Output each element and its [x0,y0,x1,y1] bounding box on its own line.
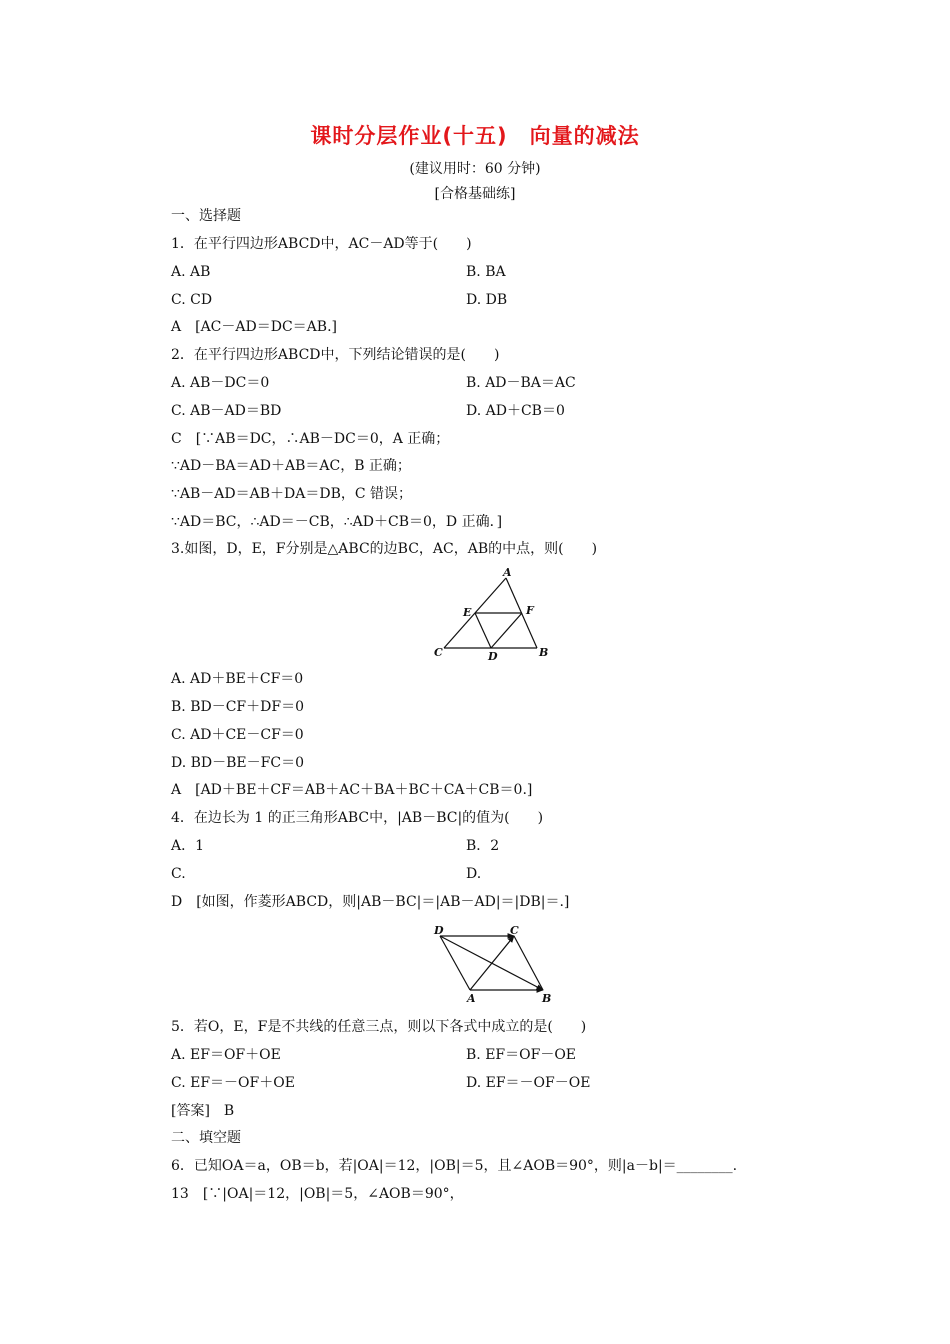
option-2d: D. AD＋CB＝0 [466,403,565,419]
option-3b: B. BD－CF＋DF＝0 [171,699,304,715]
label-d: D [488,650,498,663]
question-1: 1．在平行四边形ABCD中，AC－AD等于( ) [171,236,472,252]
triangle-figure [430,566,555,664]
label-a: A [503,566,512,579]
time-hint: (建议用时：60 分钟) [409,161,541,177]
rhombus-figure [430,922,560,1008]
option-5a: A. EF＝OF＋OE [171,1047,281,1063]
option-4b: B．2 [466,838,500,854]
label-d: D [434,924,444,937]
option-4c: C. [171,866,186,882]
answer-4: D [如图，作菱形ABCD，则|AB－BC|＝|AB－AD|＝|DB|＝.] [171,894,570,910]
answer-1: A [AC－AD＝DC＝AB.] [171,319,337,335]
question-4: 4．在边长为 1 的正三角形ABC中，|AB－BC|的值为( ) [171,810,544,826]
option-1c: C. CD [171,292,213,308]
option-2b: B. AD－BA＝AC [466,375,576,391]
option-1b: B. BA [466,264,506,280]
option-3a: A. AD＋BE＋CF＝0 [171,671,304,687]
option-4d: D. [466,866,482,882]
option-4a: A．1 [171,838,205,854]
answer-3: A [AD＋BE＋CF＝AB＋AC＋BA＋BC＋CA＋CB＝0.] [171,782,533,798]
answer-2-line4: ∵AD＝BC，∴AD＝－CB，∴AD＋CB＝0，D 正确．] [171,514,503,530]
question-5: 5．若O，E，F是不共线的任意三点，则以下各式中成立的是( ) [171,1019,587,1035]
option-5d: D. EF＝－OF－OE [466,1075,591,1091]
answer-5: [答案] B [171,1103,235,1119]
option-5b: B. EF＝OF－OE [466,1047,577,1063]
answer-2-line3: ∵AB－AD＝AB＋DA＝DB，C 错误； [171,486,413,502]
question-3: 3.如图，D，E，F分别是△ABC的边BC，AC，AB的中点，则( ) [171,541,598,557]
option-3d: D. BD－BE－FC＝0 [171,755,304,771]
label-a: A [467,992,476,1005]
answer-2-line2: ∵AD－BA＝AD＋AB＝AC，B 正确； [171,458,411,474]
option-5c: C. EF＝－OF＋OE [171,1075,295,1091]
label-f: F [526,604,534,617]
question-2: 2．在平行四边形ABCD中，下列结论错误的是( ) [171,347,500,363]
section-heading-choice: 一、选择题 [171,208,241,224]
label-b: B [539,646,549,659]
option-1d: D. DB [466,292,508,308]
edge-fd [491,613,522,648]
page-title: 课时分层作业(十五) 向量的减法 [310,124,640,148]
option-2a: A. AB－DC＝0 [171,375,270,391]
option-2c: C. AB－AD＝BD [171,403,282,419]
option-3c: C. AD＋CE－CF＝0 [171,727,304,743]
label-e: E [463,606,472,619]
answer-2-line1: C [∵AB＝DC，∴AB－DC＝0，A 正确； [171,431,450,447]
edge-ed [475,613,491,648]
section-heading-fill: 二、填空题 [171,1130,241,1146]
label-c: C [510,924,519,937]
section-tag: [合格基础练] [434,186,516,202]
option-1a: A. AB [171,264,211,280]
answer-6-line1: 13 [∵|OA|＝12，|OB|＝5，∠AOB＝90°， [171,1186,464,1202]
question-6: 6．已知OA＝a，OB＝b，若|OA|＝12，|OB|＝5，且∠AOB＝90°，则|a－b|＝________. [171,1158,738,1174]
label-c: C [434,646,443,659]
label-b: B [542,992,552,1005]
